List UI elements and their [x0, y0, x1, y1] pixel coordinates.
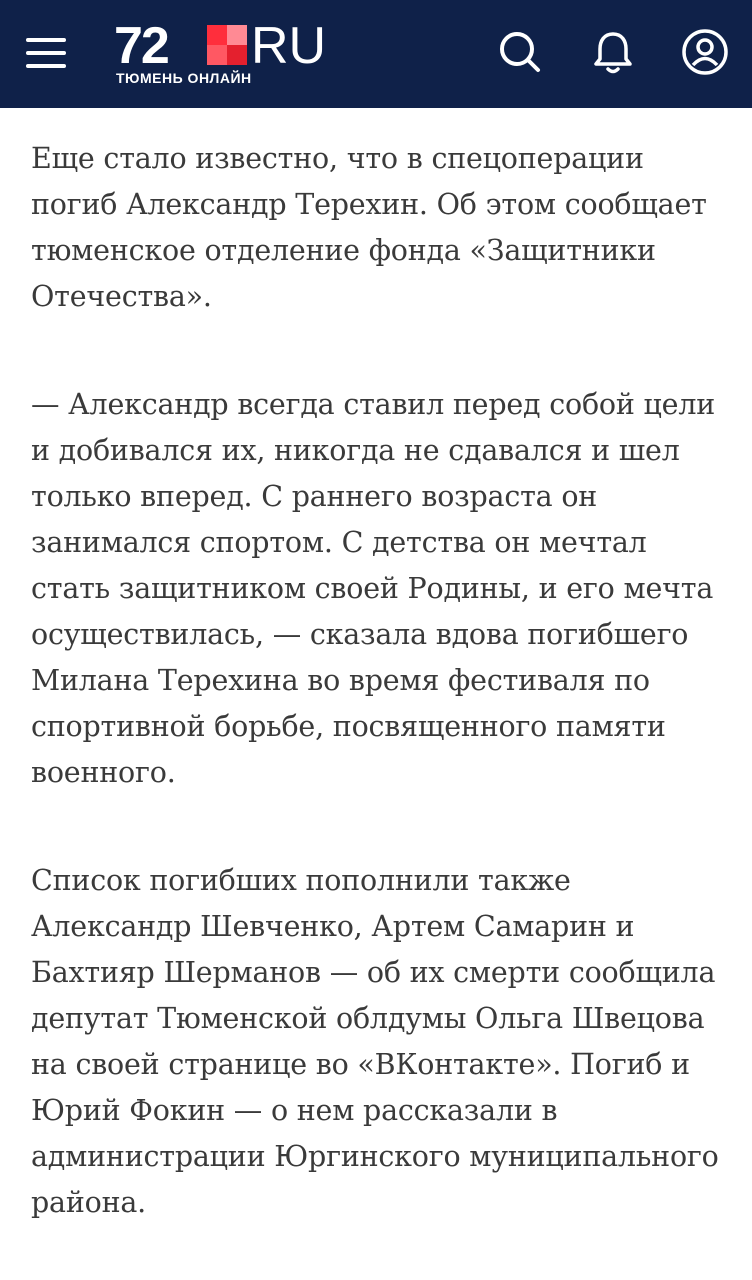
logo-squares: [207, 25, 247, 65]
logo-number: 72: [114, 17, 168, 75]
article-paragraph: Еще стало известно, что в спецоперации погиб Александр Терехин. Об этом сообщает тюменское отделение фонда «Защитники Отечества».: [31, 142, 707, 313]
logo-subtitle: ТЮМЕНЬ ОНЛАЙН: [116, 70, 252, 86]
article-paragraph: — Александр всегда ставил перед собой цели и добивался их, никогда не сдавался и шел только вперед. С раннего возраста он занимался спортом. С детства он мечтал стать защитником своей Родины, и его мечта осуществилась, — сказала вдова погибшего Милана Терехина во время фестиваля по спортивной борьбе, посвященного памяти военного.: [31, 388, 716, 789]
bell-icon[interactable]: [589, 28, 637, 76]
top-header: [0, 0, 752, 108]
user-icon[interactable]: [681, 28, 729, 76]
site-logo[interactable]: [114, 18, 344, 90]
menu-icon[interactable]: [26, 38, 66, 68]
search-icon[interactable]: [496, 28, 544, 76]
article-paragraph: Список погибших пополнили также Александр Шевченко, Артем Самарин и Бахтияр Шерманов — об их смерти сообщила депутат Тюменской облдумы Ольга Швецова на своей странице во «ВКонтакте». Погиб и Юрий Фокин — о нем рассказали в администрации Юргинского муниципального района.: [31, 864, 719, 1219]
logo-domain: RU: [251, 17, 327, 75]
